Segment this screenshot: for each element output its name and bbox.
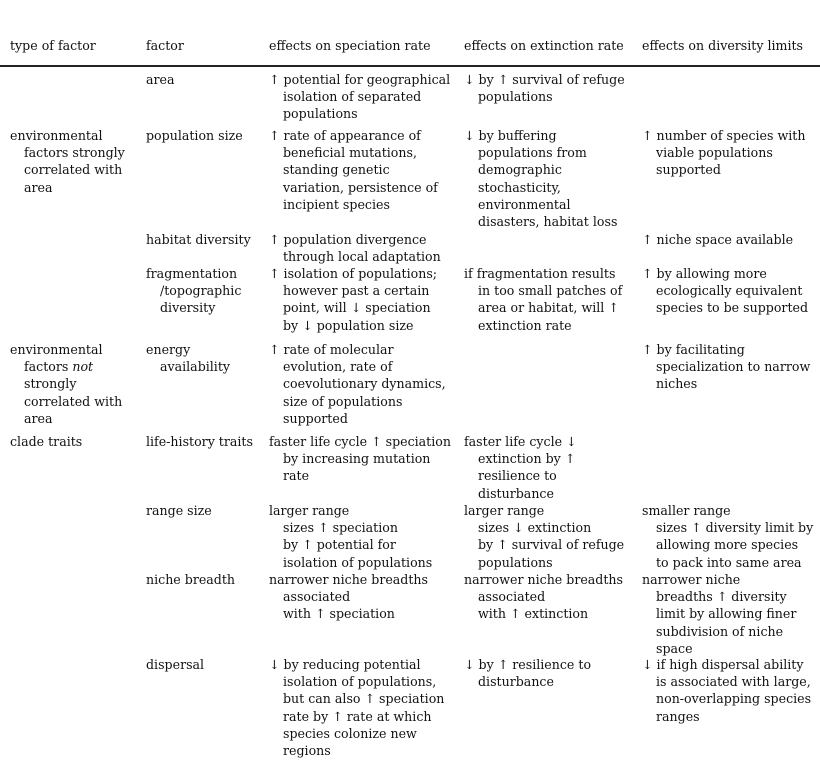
cell-line: ↑ niche space available [642, 232, 794, 247]
cell-line: to pack into same area [656, 554, 802, 570]
cell-line: diversity [160, 300, 216, 316]
cell-line: environmental [478, 196, 571, 212]
factor-cell [146, 502, 212, 519]
cell-line: faster life cycle ↑ speciation [269, 434, 451, 449]
cell-line: populations [283, 106, 358, 122]
cell-line: ranges [656, 708, 700, 724]
column-header-type-of-factor: type of factor [10, 38, 96, 53]
cell-line: supported [656, 162, 721, 178]
cell-line: disasters, habitat loss [478, 214, 618, 230]
cell-line: ↑ rate of molecular [269, 342, 394, 357]
speciation-effect-cell [269, 433, 451, 485]
cell-line: factors strongly [24, 145, 125, 161]
cell-line: species colonize new [283, 725, 417, 741]
cell-line: isolation of populations [283, 554, 433, 570]
cell-line: associated [283, 589, 351, 605]
speciation-effect-cell [269, 571, 428, 623]
cell-line: but can also ↑ speciation [283, 691, 445, 707]
factor-cell [146, 571, 235, 588]
cell-line: beneficial mutations, [283, 145, 417, 161]
cell-line: larger range [464, 503, 545, 518]
diversity-effect-cell [642, 265, 808, 317]
cell-line: ↑ by facilitating [642, 342, 745, 357]
cell-line: area or habitat, will ↑ [478, 300, 619, 316]
cell-line: supported [283, 410, 348, 426]
speciation-effect-cell [269, 656, 444, 759]
cell-line: species to be supported [656, 300, 809, 316]
cell-line: environmental [10, 342, 103, 357]
factor-cell [146, 127, 243, 144]
cell-line: niche breadth [146, 572, 236, 587]
cell-line: ↓ by buffering [464, 128, 557, 143]
speciation-effect-cell [269, 231, 441, 265]
cell-line: in too small patches of [478, 283, 623, 299]
cell-line: dispersal [146, 657, 205, 672]
cell-line: range size [146, 503, 212, 518]
column-header-diversity-effect: effects on diversity limits [642, 38, 804, 53]
cell-line: with ↑ extinction [478, 606, 589, 622]
cell-line: narrower niche breadths [269, 572, 428, 587]
cell-line: ↓ by reducing potential [269, 657, 421, 672]
cell-line: ↑ potential for geographical [269, 72, 451, 87]
cell-line: sizes ↑ diversity limit by [656, 520, 814, 536]
column-header-factor: factor [146, 38, 184, 53]
cell-line: by ↑ potential for [283, 537, 396, 553]
cell-line: with ↑ speciation [283, 606, 395, 622]
cell-line: ecologically equivalent [656, 283, 803, 299]
cell-line: variation, persistence of [283, 179, 438, 195]
cell-line: size of populations [283, 393, 403, 409]
cell-line: habitat diversity [146, 232, 251, 247]
cell-line: non-overlapping species [656, 691, 812, 707]
cell-line: area [24, 410, 53, 426]
cell-line: through local adaptation [283, 249, 441, 265]
extinction-effect-cell [464, 127, 617, 230]
cell-line: sizes ↓ extinction [478, 520, 592, 536]
cell-line: isolation of populations, [283, 674, 437, 690]
cell-line: area [146, 72, 175, 87]
cell-line: by increasing mutation [283, 451, 431, 467]
factor-cell [146, 231, 251, 248]
diversity-effect-cell [642, 571, 796, 657]
cell-line: ↓ if high dispersal ability [642, 657, 804, 672]
cell-line: standing genetic [283, 162, 390, 178]
cell-line: if fragmentation results [464, 266, 616, 281]
cell-line: extinction by ↑ [478, 451, 576, 467]
cell-line: narrower niche [642, 572, 741, 587]
cell-line: ↓ by ↑ survival of refuge [464, 72, 625, 87]
column-header-extinction-effect: effects on extinction rate [464, 38, 624, 53]
cell-line: populations [478, 554, 553, 570]
cell-line: subdivision of niche [656, 623, 784, 639]
speciation-effect-cell [269, 341, 446, 427]
cell-line: ↑ isolation of populations; [269, 266, 438, 281]
cell-line: resilience to [478, 468, 557, 484]
cell-line: by ↓ population size [283, 317, 414, 333]
cell-line: population size [146, 128, 243, 143]
extinction-effect-cell [464, 656, 591, 690]
cell-line: ↓ by ↑ resilience to [464, 657, 592, 672]
cell-line: niches [656, 376, 698, 392]
factor-cell [146, 656, 204, 673]
factor-cell [146, 433, 253, 450]
speciation-effect-cell [269, 127, 438, 213]
cell-line: viable populations [656, 145, 773, 161]
cell-line: breadths ↑ diversity [656, 589, 787, 605]
cell-line: environmental [10, 128, 103, 143]
cell-line: coevolutionary dynamics, [283, 376, 446, 392]
extinction-effect-cell [464, 502, 624, 571]
speciation-effect-cell [269, 502, 432, 571]
cell-line: is associated with large, [656, 674, 811, 690]
cell-line: availability [160, 359, 231, 375]
cell-line: /topographic [160, 283, 242, 299]
cell-line: rate [283, 468, 310, 484]
type-of-factor-cell [10, 433, 82, 450]
cell-line: narrower niche breadths [464, 572, 623, 587]
extinction-effect-cell [464, 433, 577, 502]
cell-line: populations from [478, 145, 587, 161]
cell-line: faster life cycle ↓ [464, 434, 577, 449]
extinction-effect-cell [464, 71, 625, 105]
cell-line: clade traits [10, 434, 83, 449]
cell-line: ↑ rate of appearance of [269, 128, 421, 143]
cell-line: strongly [24, 376, 77, 392]
cell-line: isolation of separated [283, 89, 422, 105]
extinction-effect-cell [464, 265, 622, 334]
cell-line: point, will ↓ speciation [283, 300, 431, 316]
cell-line: larger range [269, 503, 350, 518]
cell-line: specialization to narrow [656, 359, 811, 375]
cell-line: extinction rate [478, 317, 572, 333]
cell-line: allowing more species [656, 537, 799, 553]
factor-cell [146, 265, 241, 317]
type-of-factor-cell [10, 127, 125, 196]
cell-line: rate by ↑ rate at which [283, 708, 432, 724]
cell-line: factors not [24, 359, 94, 375]
cell-line: ↑ population divergence [269, 232, 427, 247]
factor-cell [146, 341, 230, 375]
cell-line: disturbance [478, 674, 554, 690]
cell-line: area [24, 179, 53, 195]
cell-line: space [656, 640, 693, 656]
diversity-effect-cell [642, 502, 813, 571]
cell-line: correlated with [24, 393, 123, 409]
cell-line: fragmentation [146, 266, 238, 281]
cell-line: ↑ by allowing more [642, 266, 767, 281]
cell-line: sizes ↑ speciation [283, 520, 398, 536]
cell-line: by ↑ survival of refuge [478, 537, 625, 553]
column-header-speciation-effect: effects on speciation rate [269, 38, 431, 53]
cell-line: life-history traits [146, 434, 253, 449]
cell-line: correlated with [24, 162, 123, 178]
extinction-effect-cell [464, 571, 623, 623]
speciation-effect-cell [269, 71, 450, 123]
cell-line: regions [283, 743, 331, 759]
cell-line: incipient species [283, 196, 390, 212]
type-of-factor-cell [10, 341, 122, 427]
diversity-effect-cell [642, 656, 811, 725]
cell-line: disturbance [478, 485, 554, 501]
factor-cell [146, 71, 175, 88]
header-top-rule [0, 65, 820, 67]
cell-line: ↑ number of species with [642, 128, 806, 143]
diversity-effect-cell [642, 341, 810, 393]
cell-line: populations [478, 89, 553, 105]
cell-line: smaller range [642, 503, 731, 518]
cell-line: limit by allowing finer [656, 606, 797, 622]
cell-line: energy [146, 342, 191, 357]
cell-line: stochasticity, [478, 179, 561, 195]
speciation-effect-cell [269, 265, 437, 334]
cell-line: associated [478, 589, 546, 605]
cell-line: evolution, rate of [283, 359, 393, 375]
diversity-effect-cell [642, 231, 793, 248]
cell-line: however past a certain [283, 283, 430, 299]
cell-line: demographic [478, 162, 562, 178]
diversity-effect-cell [642, 127, 805, 179]
